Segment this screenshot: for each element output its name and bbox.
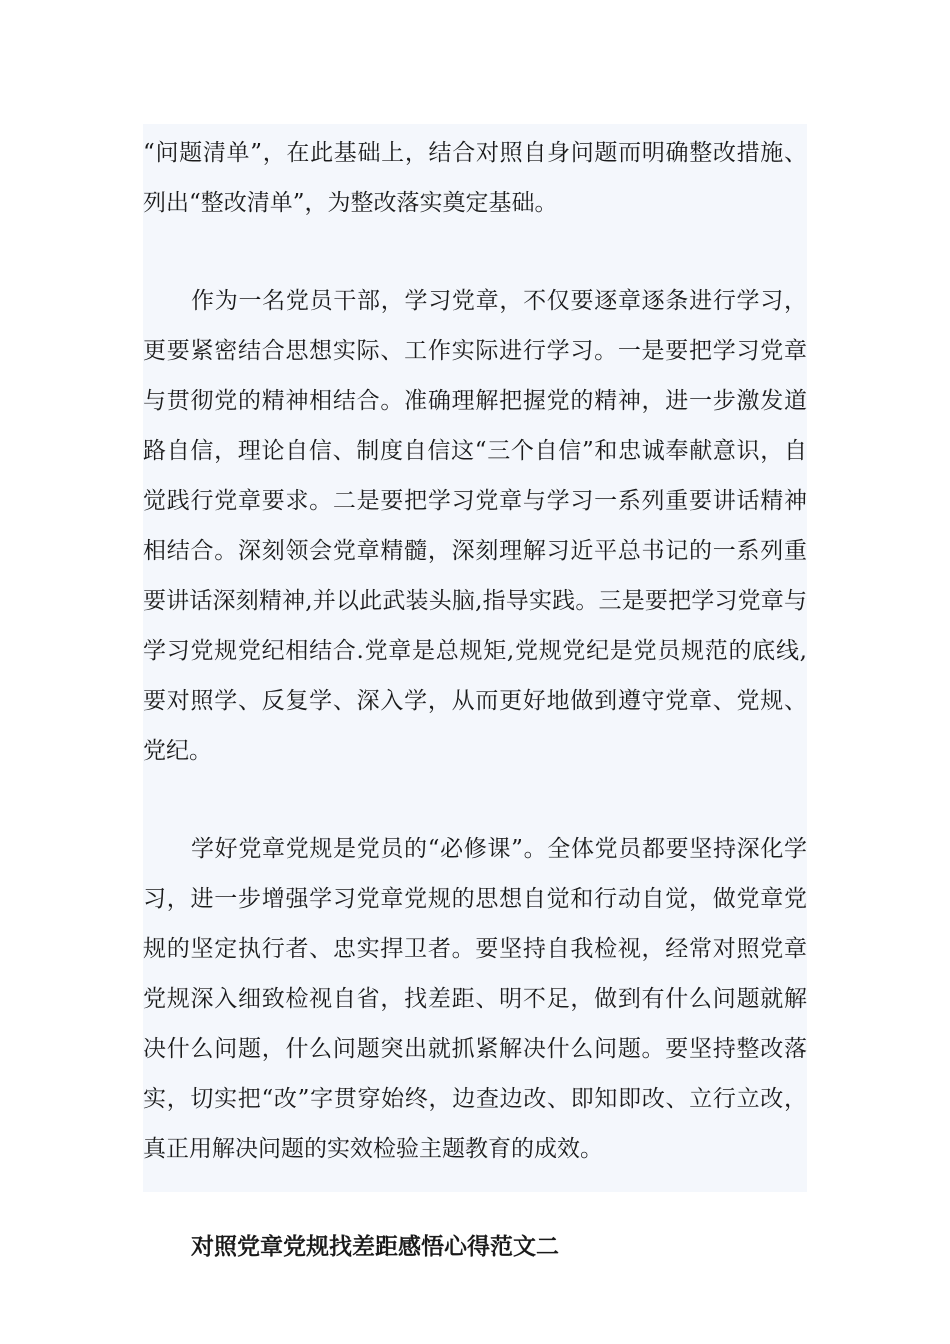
continuation-paragraph: “问题清单”，在此基础上，结合对照自身问题而明确整改措施、列出“整改清单”，为整改落实奠定基础。 (143, 140, 807, 216)
paragraph-required-course: 学好党章党规是党员的“必修课”。全体党员都要坚持深化学习，进一步增强学习党章党规的思想自觉和行动自觉，做党章党规的坚定执行者、忠实捍卫者。要坚持自我检视，经常对照党章党规深入细致检视自省，找差距、明不足，做到有什么问题就解决什么问题，什么问题突出就抓紧解决什么问题。要坚持整改落实，切实把“改”字贯穿始终，边查边改、即知即改、立行立改，真正用解决问题的实效检验主题教育的成效。 (143, 836, 807, 1162)
section-heading: 对照党章党规找差距感悟心得范文二 (191, 1233, 559, 1260)
document-body (143, 128, 807, 1272)
paragraph-study-party-constitution: 作为一名党员干部，学习党章，不仅要逐章逐条进行学习，更要紧密结合思想实际、工作实际进行学习。一是要把学习党章与贯彻党的精神相结合。准确理解把握党的精神，进一步激发道路自信，理论自信、制度自信这“三个自信”和忠诚奉献意识，自觉践行党章要求。二是要把学习党章与学习一系列重要讲话精神相结合。深刻领会党章精髓，深刻理解习近平总书记的一系列重要讲话深刻精神,并以此武装头脑,指导实践。三是要把学习党章与学习党规党纪相结合.党章是总规矩,党规党纪是党员规范的底线,要对照学、反复学、深入学，从而更好地做到遵守党章、党规、党纪。 (143, 288, 807, 764)
